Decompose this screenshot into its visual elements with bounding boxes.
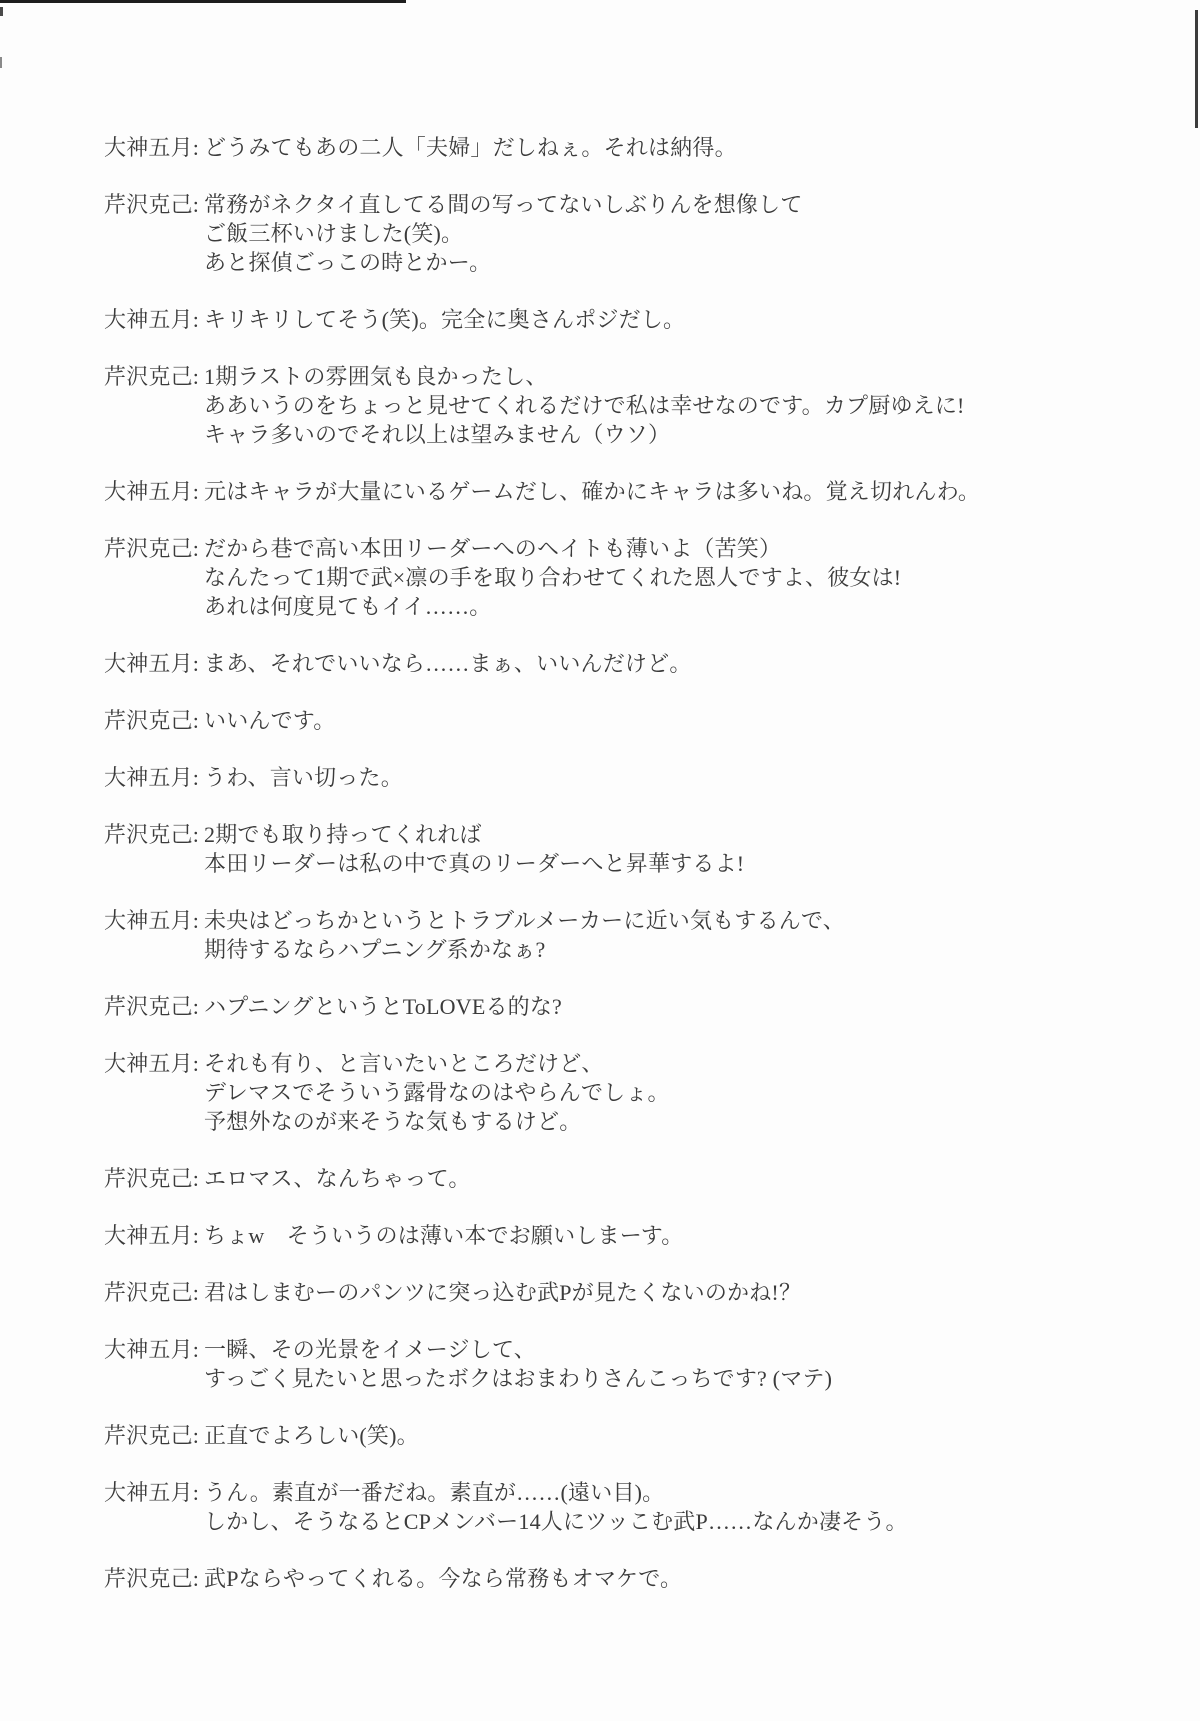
dialogue-lines (204, 477, 1164, 506)
dialogue-line: どうみてもあの二人「夫婦」だしねぇ。それは納得。 (204, 135, 737, 160)
dialogue-lines (204, 763, 1164, 792)
dialogue-lines (204, 992, 1164, 1021)
dialogue-block (104, 706, 1164, 735)
speaker-name: 芹沢克己: (104, 1566, 200, 1591)
dialogue-line: だから巷で高い本田リーダーへのヘイトも薄いよ（苦笑） (204, 536, 782, 561)
dialogue-lines (204, 1164, 1164, 1193)
speaker-name: 大神五月: (104, 765, 200, 790)
dialogue-block (104, 305, 1164, 334)
dialogue-lines (204, 1478, 1164, 1536)
dialogue-line: ちょw そういうのは薄い本でお願いしまーす。 (204, 1223, 684, 1248)
dialogue-block (104, 820, 1164, 878)
dialogue-line: デレマスでそういう露骨なのはやらんでしょ。 (204, 1080, 670, 1105)
dialogue-block (104, 1478, 1164, 1536)
speaker-name: 大神五月: (104, 135, 200, 160)
dialogue-block (104, 1278, 1164, 1307)
speaker-name: 大神五月: (104, 1337, 200, 1362)
dialogue-lines (204, 1421, 1164, 1450)
dialogue-lines (204, 534, 1164, 621)
speaker-name: 大神五月: (104, 1223, 200, 1248)
dialogue-lines (204, 305, 1164, 334)
speaker-name: 大神五月: (104, 1480, 200, 1505)
dialogue-transcript (104, 133, 1164, 1621)
speaker-name: 芹沢克己: (104, 364, 200, 389)
speaker-name: 芹沢克己: (104, 708, 200, 733)
dialogue-block (104, 1564, 1164, 1593)
dialogue-block (104, 992, 1164, 1021)
dialogue-lines (204, 1049, 1164, 1136)
dialogue-block (104, 477, 1164, 506)
dialogue-line: 武Pならやってくれる。今なら常務もオマケで。 (204, 1566, 683, 1591)
scan-artifact-right-line (1195, 10, 1198, 128)
dialogue-lines (204, 649, 1164, 678)
scan-artifact-left-tick (0, 57, 2, 68)
dialogue-lines (204, 1221, 1164, 1250)
dialogue-block (104, 1049, 1164, 1136)
dialogue-block (104, 1335, 1164, 1393)
dialogue-lines (204, 133, 1164, 162)
dialogue-line: なんたって1期で武×凛の手を取り合わせてくれた恩人ですよ、彼女は! (204, 565, 902, 590)
dialogue-line: まあ、それでいいなら……まぁ、いいんだけど。 (204, 651, 692, 676)
dialogue-line: ハプニングというとToLOVEる的な? (204, 994, 563, 1019)
dialogue-line: 2期でも取り持ってくれれば (204, 822, 482, 847)
dialogue-line: いいんです。 (204, 708, 336, 733)
dialogue-line: キリキリしてそう(笑)。完全に奥さんポジだし。 (204, 307, 686, 332)
speaker-name: 芹沢克己: (104, 536, 200, 561)
dialogue-line: 正直でよろしい(笑)。 (204, 1423, 419, 1448)
speaker-name: 芹沢克己: (104, 994, 200, 1019)
dialogue-line: 君はしまむーのパンツに突っ込む武Pが見たくないのかね!？ (204, 1280, 802, 1305)
dialogue-line: うん。素直が一番だね。素直が……(遠い目)。 (204, 1480, 665, 1505)
speaker-name: 大神五月: (104, 479, 200, 504)
speaker-name: 芹沢克己: (104, 1423, 200, 1448)
dialogue-block (104, 1221, 1164, 1250)
dialogue-line: キャラ多いのでそれ以上は望みません（ウソ） (204, 422, 671, 447)
speaker-name: 大神五月: (104, 908, 200, 933)
speaker-name: 大神五月: (104, 651, 200, 676)
scan-artifact-top-line (0, 0, 406, 3)
dialogue-lines (204, 190, 1164, 277)
dialogue-line: あと探偵ごっこの時とかー。 (204, 250, 492, 275)
dialogue-line: 1期ラストの雰囲気も良かったし、 (204, 364, 548, 389)
dialogue-lines (204, 1278, 1164, 1307)
dialogue-block (104, 1164, 1164, 1193)
dialogue-lines (204, 362, 1164, 449)
dialogue-line: あれは何度見てもイイ……。 (204, 594, 492, 619)
dialogue-block (104, 133, 1164, 162)
dialogue-line: ご飯三杯いけました(笑)。 (204, 221, 464, 246)
dialogue-block (104, 649, 1164, 678)
scan-artifact-left-tick (0, 7, 3, 16)
dialogue-line: 本田リーダーは私の中で真のリーダーへと昇華するよ! (204, 851, 745, 876)
dialogue-lines (204, 1335, 1164, 1393)
speaker-name: 芹沢克己: (104, 822, 200, 847)
speaker-name: 芹沢克己: (104, 192, 200, 217)
dialogue-line: 常務がネクタイ直してる間の写ってないしぶりんを想像して (204, 192, 803, 217)
dialogue-line: すっごく見たいと思ったボクはおまわりさんこっちです? (マテ) (204, 1366, 833, 1391)
dialogue-line: 元はキャラが大量にいるゲームだし、確かにキャラは多いね。覚え切れんわ。 (204, 479, 981, 504)
dialogue-line: 予想外なのが来そうな気もするけど。 (204, 1109, 582, 1134)
dialogue-lines (204, 820, 1164, 878)
dialogue-line: 期待するならハプニング系かなぁ? (204, 937, 546, 962)
dialogue-line: しかし、そうなるとCPメンバー14人にツッこむ武P……なんか凄そう。 (204, 1509, 908, 1534)
dialogue-lines (204, 906, 1164, 964)
dialogue-line: エロマス、なんちゃって。 (204, 1166, 471, 1191)
dialogue-line: 未央はどっちかというとトラブルメーカーに近い気もするんで、 (204, 908, 845, 933)
speaker-name: 大神五月: (104, 307, 200, 332)
dialogue-block (104, 534, 1164, 621)
dialogue-block (104, 362, 1164, 449)
dialogue-line: それも有り、と言いたいところだけど、 (204, 1051, 604, 1076)
dialogue-block (104, 1421, 1164, 1450)
dialogue-line: うわ、言い切った。 (204, 765, 403, 790)
dialogue-lines (204, 1564, 1164, 1593)
speaker-name: 大神五月: (104, 1051, 200, 1076)
dialogue-line: 一瞬、その光景をイメージして、 (204, 1337, 536, 1362)
dialogue-line: ああいうのをちょっと見せてくれるだけで私は幸せなのです。カプ厨ゆえに! (204, 393, 965, 418)
speaker-name: 芹沢克己: (104, 1280, 200, 1305)
dialogue-lines (204, 706, 1164, 735)
dialogue-block (104, 763, 1164, 792)
dialogue-block (104, 190, 1164, 277)
speaker-name: 芹沢克己: (104, 1166, 200, 1191)
dialogue-block (104, 906, 1164, 964)
